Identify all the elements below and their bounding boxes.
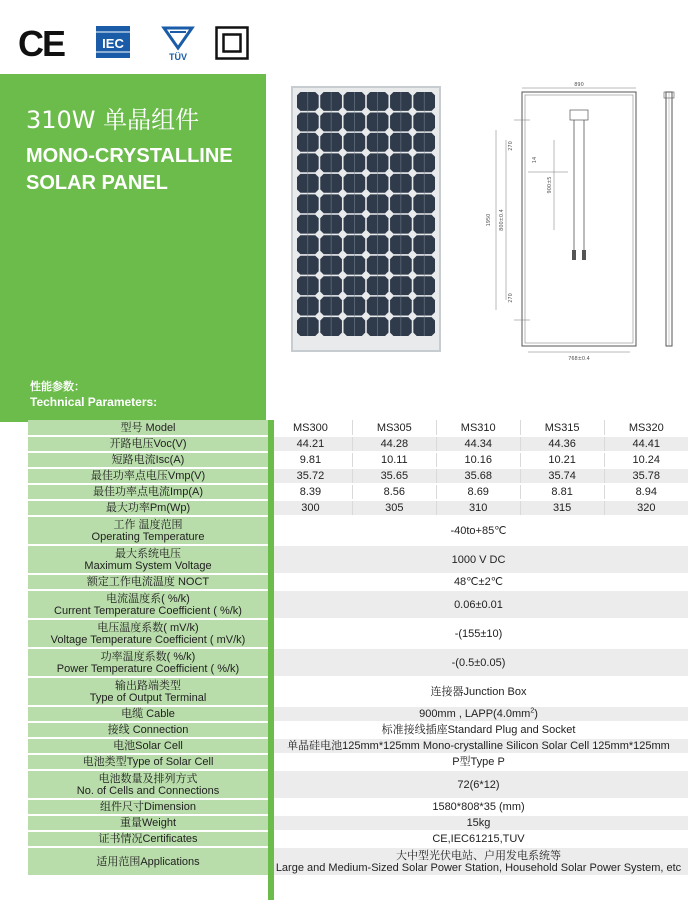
table-divider [268,420,274,900]
row-label: 接线 Connection [28,722,269,738]
value-cell: 310 [436,500,520,516]
row-label-en: Voltage Temperature Coefficient ( mV/k) [50,633,246,646]
value-cell: 15kg [269,815,689,831]
table-row-cells [28,770,688,799]
table-row-voc [28,436,688,452]
row-label-cn: 电压温度系数( mV/k) [97,621,199,634]
value-cell: 72(6*12) [269,770,689,799]
product-title-en [26,143,266,197]
row-label-cn: 最大系统电压 [115,547,181,560]
tuv-logo-text: TÜV [169,52,187,62]
value-cell: 35.68 [436,468,520,484]
drawing-small-label: 14 [532,156,538,164]
row-label: 电池类型Type of Solar Cell [28,754,269,770]
value-cell: 44.36 [520,436,604,452]
drawing-bottom-dim: 270 [508,293,514,303]
row-label [28,619,269,648]
product-title-line1: MONO-CRYSTALLINE [26,145,233,167]
row-label-cn: 电池数量及排列方式 [98,772,198,785]
table-row-connection [28,722,688,738]
row-label [28,590,269,619]
table-row-certificates [28,831,688,847]
table-row-solar-cell [28,738,688,754]
value-cell: CE,IEC61215,TUV [269,831,689,847]
row-label: 最佳功率点电流Imp(A) [28,484,269,500]
row-label: 组件尺寸Dimension [28,799,269,815]
row-label-en: Maximum System Voltage [84,559,212,572]
row-label [28,770,269,799]
value-cell [269,706,689,722]
row-label-en: No. of Cells and Connections [76,784,220,797]
value-cell: 标准接线插座Standard Plug and Socket [269,722,689,738]
row-label: 开路电压Voc(V) [28,436,269,452]
solar-panel-grid [293,88,439,350]
value-cell: 35.72 [269,468,353,484]
table-row-applications [28,847,688,876]
iec-logo [94,22,134,62]
row-label-cn: 输出路端类型 [115,679,181,692]
value-cell: 单晶硅电池125mm*125mm Mono-crystalline Silicon Solar Cell 125mm*125mm [269,738,689,754]
drawing-cable-label: 900±5 [547,176,553,194]
value-cell: 9.81 [269,452,353,468]
product-title-cn: 310W 单晶组件 [26,106,200,134]
table-row-cable [28,706,688,722]
row-label: 电池Solar Cell [28,738,269,754]
value-cell: 35.74 [520,468,604,484]
table-row-pm [28,500,688,516]
row-label: 型号 Model [28,420,269,436]
value-cell: 8.69 [436,484,520,500]
table-row-weight [28,815,688,831]
value-cell: 连接器Junction Box [269,677,689,706]
table-row-operating-temp [28,516,688,545]
model-cell: MS305 [352,420,436,436]
row-label: 适用范围Applications [28,847,269,876]
table-row-current-coeff [28,590,688,619]
table-row-cell-type [28,754,688,770]
row-label: 短路电流Isc(A) [28,452,269,468]
dimension-drawing [470,80,690,370]
model-cell: MS310 [436,420,520,436]
row-label [28,545,269,574]
value-cell: 1580*808*35 (mm) [269,799,689,815]
row-label-en: Operating Temperature [91,530,205,543]
iec-logo-text: IEC [102,36,124,51]
value-cell: 8.94 [604,484,688,500]
table-row-dimension [28,799,688,815]
value-cell: 315 [520,500,604,516]
drawing-inner-label: 800±0.4 [499,209,505,231]
product-title-line2: SOLAR PANEL [26,172,168,194]
value-cell: 44.21 [269,436,353,452]
table-row-model [28,420,688,436]
row-label-cn: 电流温度系( %/k) [106,592,190,605]
drawing-bottom-label: 768±0.4 [568,356,590,362]
row-label: 电缆 Cable [28,706,269,722]
table-row-isc [28,452,688,468]
drawing-height-label: 1950 [486,213,492,227]
cable-value: 900mm , LAPP(4.0mm [419,708,531,720]
model-cell: MS300 [269,420,353,436]
value-cell: 35.78 [604,468,688,484]
solar-panel-image [291,86,441,352]
cable-value-sup: 2 [530,707,535,715]
row-label: 额定工作电流温度 NOCT [28,574,269,590]
cable-value-suffix: ) [534,708,538,720]
applications-cn: 大中型光伏电站、户用发电系统等 [396,849,561,862]
value-cell: P型Type P [269,754,689,770]
table-row-voltage-coeff [28,619,688,648]
row-label: 最佳功率点电压Vmp(V) [28,468,269,484]
row-label-cn: 功率温度系数( %/k) [100,650,196,663]
row-label [28,516,269,545]
value-cell: 305 [352,500,436,516]
value-cell: 48℃±2℃ [269,574,689,590]
row-label: 最大功率Pm(Wp) [28,500,269,516]
tuv-logo [158,22,198,62]
row-label-en: Power Temperature Coefficient ( %/k) [56,662,240,675]
table-row-max-voltage [28,545,688,574]
params-heading-en: Technical Parameters: [30,395,158,409]
double-insulation-logo [215,26,249,60]
row-label [28,648,269,677]
row-label-en: Type of Output Terminal [89,691,207,704]
row-label: 证书情况Certificates [28,831,269,847]
drawing-width-label: 890 [574,82,584,88]
model-cell: MS320 [604,420,688,436]
params-heading-cn: 性能参数： [30,380,85,393]
value-cell: 44.28 [352,436,436,452]
table-row-terminal [28,677,688,706]
drawing-top-dim: 270 [508,141,514,151]
table-row-imp [28,484,688,500]
value-cell: 44.41 [604,436,688,452]
value-cell: -(155±10) [269,619,689,648]
value-cell: 10.11 [352,452,436,468]
certification-logos [0,0,700,74]
table-row-noct [28,574,688,590]
value-cell: 10.21 [520,452,604,468]
row-label-cn: 工作 温度范围 [113,518,183,531]
value-cell: 35.65 [352,468,436,484]
applications-en: Large and Medium-Sized Solar Power Station, Household Solar Power System, etc [275,861,682,874]
table-row-power-coeff [28,648,688,677]
value-cell: 300 [269,500,353,516]
table-row-vmp [28,468,688,484]
value-cell: 8.39 [269,484,353,500]
value-cell: 0.06±0.01 [269,590,689,619]
technical-parameters-table [28,420,688,877]
value-cell: 8.81 [520,484,604,500]
row-label [28,677,269,706]
row-label: 重量Weight [28,815,269,831]
value-cell: 10.16 [436,452,520,468]
ce-logo-text: CE [18,23,65,64]
value-cell: 10.24 [604,452,688,468]
value-cell [269,847,689,876]
value-cell: 1000 V DC [269,545,689,574]
value-cell: 320 [604,500,688,516]
value-cell: -(0.5±0.05) [269,648,689,677]
value-cell: 8.56 [352,484,436,500]
value-cell: -40to+85℃ [269,516,689,545]
model-cell: MS315 [520,420,604,436]
ce-mark-logo [18,22,70,62]
row-label-en: Current Temperature Coefficient ( %/k) [54,604,242,617]
value-cell: 44.34 [436,436,520,452]
